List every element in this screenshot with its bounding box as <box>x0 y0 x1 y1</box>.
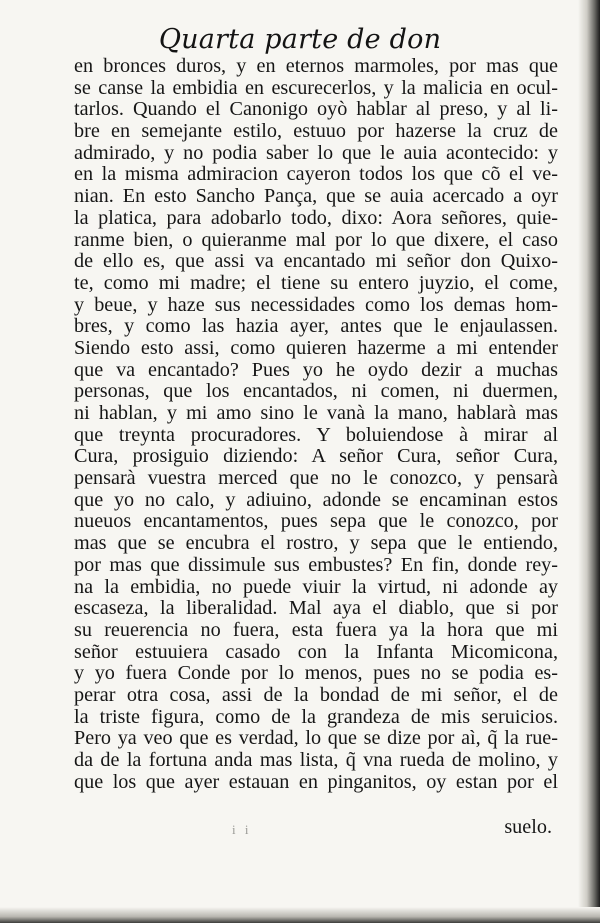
text-line: que los que ayer estauan en pinganitos, oy estan por el <box>74 770 558 793</box>
text-line: Cura, prosiguio diziendo: A señor Cura, señor Cura, <box>74 445 558 468</box>
text-line: da de la fortuna anda mas lista, q̃ vna rueda de molino, y <box>74 749 558 771</box>
text-line: bres, y como las hazia ayer, antes que le enjaulassen. <box>74 315 558 338</box>
text-line: nian. En esto Sancho Pança, que se auia acercado a oyr <box>74 185 558 208</box>
text-line: perar otra cosa, assi de la bondad de mi señor, el de <box>74 683 558 706</box>
text-line: nueuos encantamentos, pues sepa que le conozco, por <box>74 510 558 533</box>
text-line: na la embidia, no puede viuir la virtud, ni adonde ay <box>74 575 558 598</box>
text-line: Pero ya veo que es verdad, lo que se dize por aì, q̃ la rue- <box>74 727 558 750</box>
text-line: se canse la embidia en escurecerlos, y la malicia en ocul- <box>74 76 558 99</box>
text-line: admirado, y no podia saber lo que le auia acontecido: y <box>74 141 558 164</box>
text-line: Siendo esto assi, como quieren hazerme a mi entender <box>74 336 558 359</box>
text-line: mas que se encubra el rostro, y sepa que le entiendo, <box>74 532 558 555</box>
text-line: bre en semejante estilo, estuuo por hazerse la cruz de <box>74 120 558 143</box>
text-line: señor estuuiera casado con la Infanta Micomicona, <box>74 640 558 663</box>
text-line: la triste figura, como de la grandeza de mis seruicios. <box>74 705 558 728</box>
text-line: que treynta procuradores. Y boluiendose à mirar al <box>74 423 558 446</box>
text-line: que va encantado? Pues yo he oydo dezir a muchas <box>74 358 558 381</box>
text-line: ranme bien, o quieranme mal por lo que dixere, el caso <box>74 228 558 251</box>
text-line: y yo fuera Conde por lo menos, pues no se podia es- <box>74 662 558 685</box>
page-edge-right <box>578 0 600 923</box>
text-line: de ello es, que assi va encantado mi señor don Quixo- <box>74 250 558 273</box>
signature-mark: i i <box>232 822 252 837</box>
text-line: ni hablan, y mi amo sino le vanà la mano, hablarà mas <box>74 402 558 424</box>
text-line: la platica, para adobarlo todo, dixo: Aora señores, quie- <box>74 206 558 229</box>
page-edge-bottom <box>0 907 600 923</box>
text-line: pensarà vuestra merced que no le conozco, y pensarà <box>74 467 558 490</box>
text-line: en bronces duros, y en eternos marmoles, por mas que <box>74 55 558 77</box>
catchword: suelo. <box>504 816 552 838</box>
text-line: tarlos. Quando el Canonigo oyò hablar al preso, y al li- <box>74 98 558 121</box>
text-line: personas, que los encantados, ni comen, ni duermen, <box>74 380 558 403</box>
text-line: y beue, y haze sus necessidades como los demas hom- <box>74 293 558 316</box>
text-line: que yo no calo, y adiuino, adonde se encaminan estos <box>74 488 558 511</box>
text-line: por mas que dissimule sus embustes? En fin, donde rey- <box>74 553 558 576</box>
body-text <box>74 56 558 793</box>
text-line: su reuerencia no fuera, esta fuera ya la hora que mi <box>74 618 558 641</box>
text-line: en la misma admiracion cayeron todos los que cõ el ve- <box>74 163 558 186</box>
text-line: escaseza, la liberalidad. Mal aya el diablo, que si por <box>74 597 558 620</box>
text-line: te, como mi madre; el tiene su entero juyzio, el come, <box>74 271 558 294</box>
running-head: Quarta parte de don <box>158 24 442 55</box>
